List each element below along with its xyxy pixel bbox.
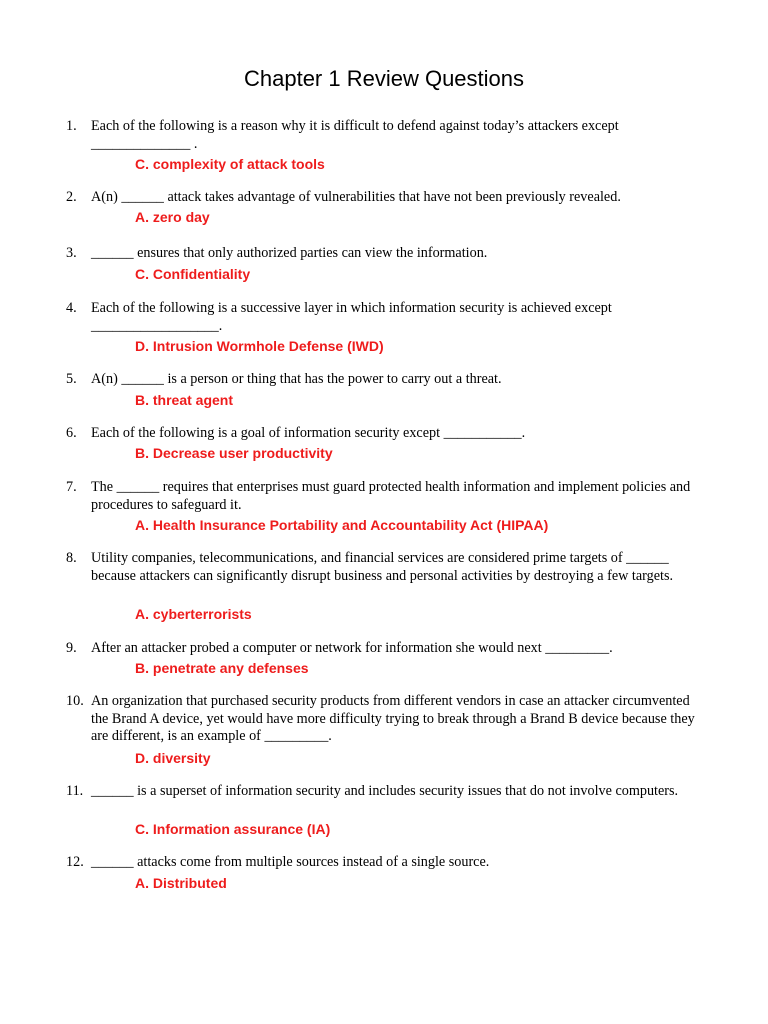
- answer-letter: D.: [135, 750, 149, 766]
- answer: [135, 821, 330, 837]
- answer-text: complexity of attack tools: [152, 156, 325, 172]
- answer-text: diversity: [152, 750, 211, 766]
- answer: [135, 209, 210, 225]
- answer: [135, 606, 252, 622]
- answer: [135, 660, 309, 676]
- question-text: Each of the following is a successive layer in which information security is achieved except __________________.: [91, 300, 612, 334]
- answer: [135, 266, 250, 282]
- question-text: An organization that purchased security products from different vendors in case an attacker circumvented the Brand A device, yet would have more difficulty trying to break through a Brand B device because they are different, is an example of _________.: [91, 693, 699, 744]
- answer-letter: C.: [135, 266, 149, 282]
- answer-text: zero day: [152, 209, 210, 225]
- question-text: Utility companies, telecommunications, and financial services are considered prime targets of ______ because attackers can significantly disrupt business and personal activities by destroying a few targets.: [91, 550, 674, 584]
- answer-text: Intrusion Wormhole Defense (IWD): [152, 338, 384, 354]
- question-number: 3.: [66, 245, 77, 261]
- answer-text: cyberterrorists: [152, 606, 252, 622]
- answer: [135, 517, 548, 533]
- question-number: 12.: [66, 854, 84, 870]
- question-text: ______ attacks come from multiple sources instead of a single source.: [91, 854, 490, 870]
- answer-text: Confidentiality: [152, 266, 251, 282]
- answer-letter: D.: [135, 338, 149, 354]
- answer-letter: C.: [135, 156, 149, 172]
- answer-letter: A.: [135, 875, 149, 891]
- answer: [135, 875, 227, 891]
- page-title: Chapter 1 Review Questions: [243, 66, 525, 91]
- question-text: Each of the following is a reason why it is difficult to defend against today’s attackers except ______________ .: [91, 118, 619, 152]
- answer-text: Distributed: [152, 875, 227, 891]
- question-number: 6.: [66, 425, 77, 441]
- answer-letter: A.: [135, 517, 149, 533]
- answer: [135, 445, 333, 461]
- answer: [135, 338, 384, 354]
- question-number: 1.: [66, 118, 77, 134]
- answer: [135, 750, 210, 766]
- question-number: 8.: [66, 550, 77, 566]
- question-number: 10.: [66, 693, 84, 709]
- question-text: Each of the following is a goal of information security except ___________.: [91, 425, 526, 441]
- answer-letter: A.: [135, 606, 149, 622]
- answer: [135, 156, 325, 172]
- answer-text: Health Insurance Portability and Accountability Act (HIPAA): [152, 517, 549, 533]
- answer-letter: C.: [135, 821, 149, 837]
- question-text: A(n) ______ is a person or thing that has the power to carry out a threat.: [91, 371, 502, 387]
- answer-letter: A.: [135, 209, 149, 225]
- question-text: A(n) ______ attack takes advantage of vulnerabilities that have not been previously revealed.: [91, 189, 621, 205]
- answer-text: penetrate any defenses: [152, 660, 309, 676]
- answer-letter: B.: [135, 392, 149, 408]
- answer-letter: B.: [135, 660, 149, 676]
- answer-text: Information assurance (IA): [152, 821, 331, 837]
- question-number: 11.: [66, 783, 84, 799]
- question-number: 2.: [66, 189, 77, 205]
- answer: [135, 392, 233, 408]
- answer-letter: B.: [135, 445, 149, 461]
- question-number: 7.: [66, 479, 77, 495]
- question-text: ______ ensures that only authorized parties can view the information.: [91, 245, 488, 261]
- answer-text: Decrease user productivity: [152, 445, 333, 461]
- question-number: 4.: [66, 300, 77, 316]
- question-text: ______ is a superset of information security and includes security issues that do not involve computers.: [91, 783, 679, 799]
- answer-text: threat agent: [152, 392, 234, 408]
- question-text: The ______ requires that enterprises must guard protected health information and implement policies and procedures to safeguard it.: [91, 479, 694, 513]
- question-text: After an attacker probed a computer or network for information she would next _________.: [91, 640, 613, 656]
- question-number: 5.: [66, 371, 77, 387]
- question-number: 9.: [66, 640, 77, 656]
